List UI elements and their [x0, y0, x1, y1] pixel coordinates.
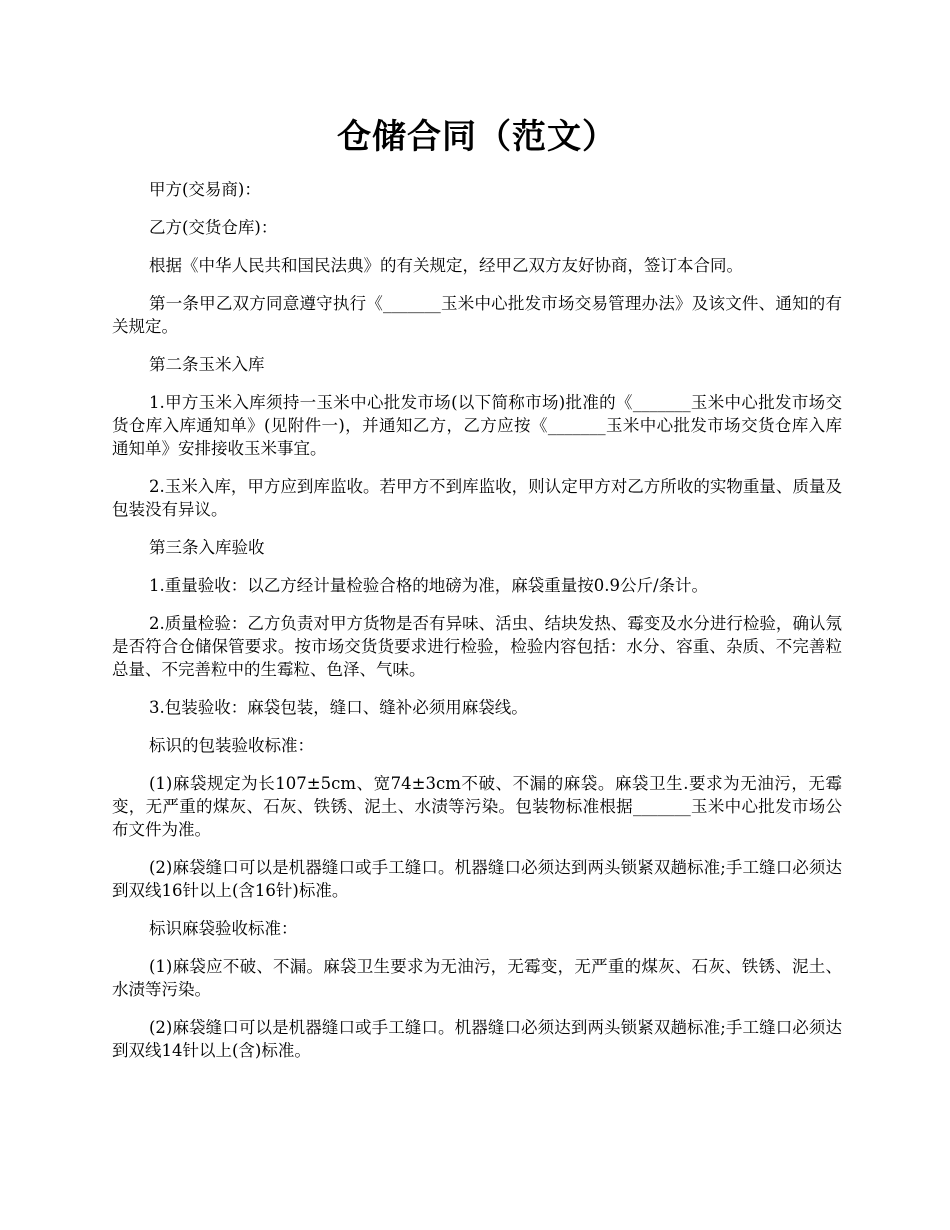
article-2-heading: 第二条玉米入库	[149, 355, 265, 374]
article-3-clause-2: 2.质量检验：乙方负责对甲方货物是否有异味、活虫、结块发热、霉变及水分进行检验，确认氖是否符合仓储保管要求。按市场交货货要求进行检验，检验内容包括：水分、容重、杂质、不完善粒总量、不完善粒中的生霉粒、色泽、气味。	[112, 614, 842, 679]
party-a-line: 甲方(交易商)：	[149, 180, 261, 199]
article-3-clause-1: 1.重量验收：以乙方经计量检验合格的地磅为准，麻袋重量按0.9公斤/条计。	[149, 576, 709, 595]
article-3-heading: 第三条入库验收	[149, 538, 265, 557]
sack-standard-item-1: (1)麻袋应不破、不漏。麻袋卫生要求为无油污，无霉变，无严重的煤灰、石灰、铁锈、泥土、水渍等污染。	[112, 957, 842, 999]
sack-standard-heading: 标识麻袋验收标准：	[149, 919, 298, 938]
preamble-paragraph: 根据《中华人民共和国民法典》的有关规定，经甲乙双方友好协商，签订本合同。	[149, 256, 743, 275]
packaging-standard-item-1: (1)麻袋规定为长107±5cm、宽74±3cm不破、不漏的麻袋。麻袋卫生.要求为无油污，无霉变，无严重的煤灰、石灰、铁锈、泥土、水渍等污染。包装物标准根据_______玉米中心批发市场公布文件为准。	[112, 774, 842, 839]
article-3-clause-3: 3.包装验收：麻袋包装，缝口、缝补必须用麻袋线。	[149, 698, 528, 717]
party-b-line: 乙方(交货仓库)：	[149, 218, 278, 237]
article-1-paragraph: 第一条甲乙双方同意遵守执行《_______玉米中心批发市场交易管理办法》及该文件、通知的有关规定。	[112, 294, 842, 336]
packaging-standard-heading: 标识的包装验收标准：	[149, 736, 314, 755]
packaging-standard-item-2: (2)麻袋缝口可以是机器缝口或手工缝口。机器缝口必须达到两头锁紧双趟标准;手工缝口必须达到双线16针以上(含16针)标准。	[112, 858, 842, 900]
document-page	[112, 110, 842, 1077]
sack-standard-item-2: (2)麻袋缝口可以是机器缝口或手工缝口。机器缝口必须达到两头锁紧双趟标准;手工缝口必须达到双线14针以上(含)标准。	[112, 1018, 842, 1060]
article-2-clause-2: 2.玉米入库，甲方应到库监收。若甲方不到库监收，则认定甲方对乙方所收的实物重量、质量及包装没有异议。	[112, 477, 842, 519]
article-2-clause-1: 1.甲方玉米入库须持一玉米中心批发市场(以下简称市场)批准的《_______玉米中心批发市场交货仓库入库通知单》(见附件一)，并通知乙方，乙方应按《_______玉米中心批发市场交货仓库入库通知单》安排接收玉米事宜。	[112, 393, 842, 458]
document-title: 仓储合同（范文）	[337, 117, 617, 157]
